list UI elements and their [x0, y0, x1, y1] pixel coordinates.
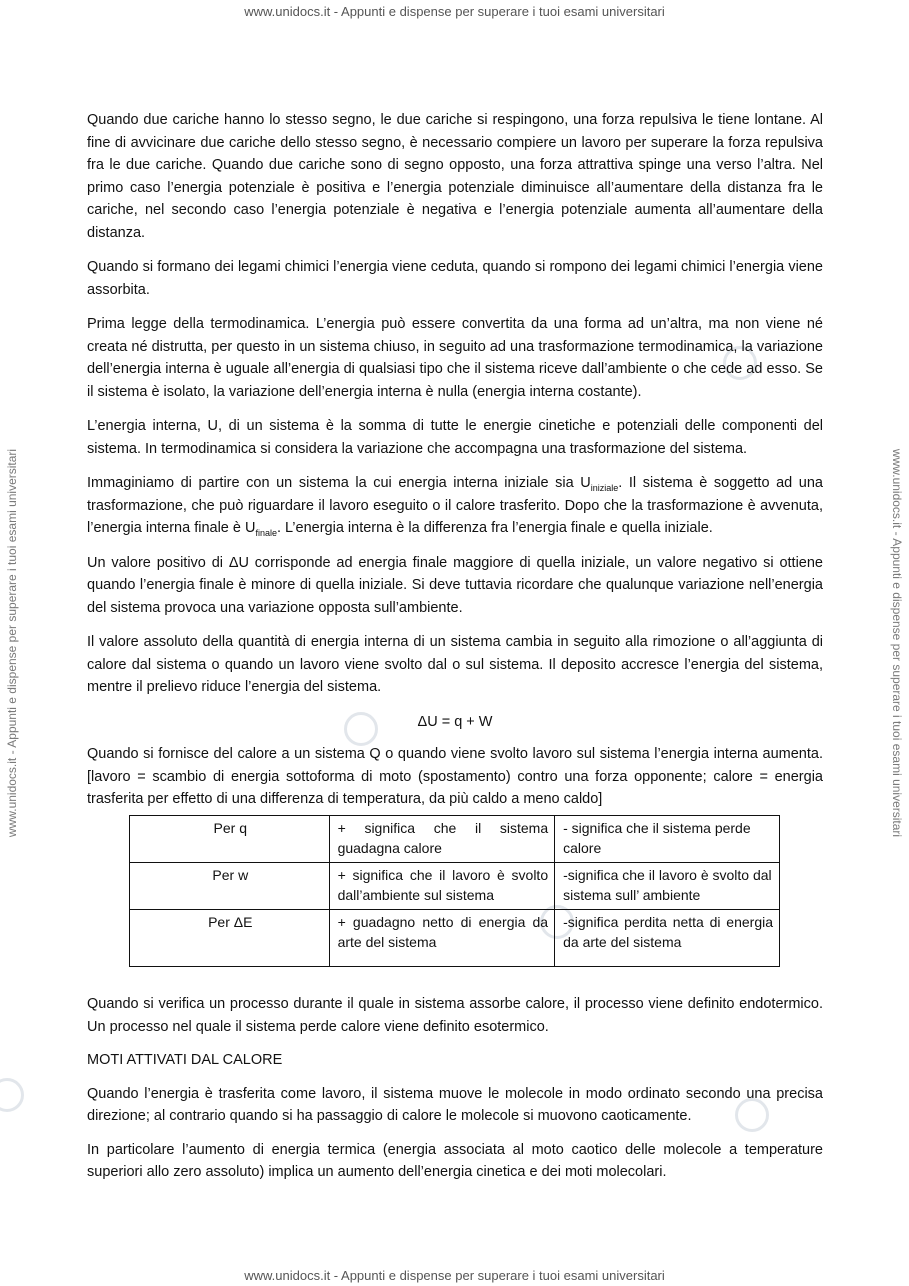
- paragraph: Quando si fornisce del calore a un sistema Q o quando viene svolto lavoro sul sistema l’energia interna aumenta. [lavoro = scambio di energia sottoforma di moto (spostamento) contro una forza opponente; calore = energia trasferita per effetto di una differenza di temperatura, da più caldo a meno caldo]: [87, 746, 823, 807]
- table-cell: -significa perdita netta di energia da arte del sistema: [555, 910, 780, 967]
- table-cell: Per q: [130, 816, 330, 863]
- watermark-logo-icon: [0, 1078, 24, 1112]
- watermark-side-left: www.unidocs.it - Appunti e dispense per superare i tuoi esami universitari: [5, 448, 19, 838]
- sign-convention-table: [129, 815, 780, 967]
- table-row: [130, 910, 780, 967]
- table-row: [130, 863, 780, 910]
- paragraph: Quando si verifica un processo durante il quale in sistema assorbe calore, il processo viene definito endotermico. Un processo nel quale il sistema perde calore viene definito esotermico.: [87, 996, 823, 1035]
- paragraph: In particolare l’aumento di energia termica (energia associata al moto caotico delle molecole a temperature superiori allo zero assoluto) implica un aumento dell’energia cinetica e dei moti molecolari.: [87, 1141, 823, 1180]
- table-cell: -significa che il lavoro è svolto dal sistema sull’ ambiente: [555, 863, 780, 910]
- paragraph: Il valore assoluto della quantità di energia interna di un sistema cambia in seguito alla rimozione o all’aggiunta di calore dal sistema o quando un lavoro viene svolto dal o sul sistema. Il deposito accresce l’energia del sistema, mentre il prelievo riduce l’energia del sistema.: [87, 634, 823, 695]
- watermark-header: www.unidocs.it - Appunti e dispense per superare i tuoi esami universitari: [244, 4, 665, 19]
- paragraph: Quando l’energia è trasferita come lavoro, il sistema muove le molecole in modo ordinato secondo una precisa direzione; al contrario quando si ha passaggio di calore le molecole si muovono caoticamente.: [87, 1085, 823, 1124]
- table-cell: + significa che il lavoro è svolto dall’ambiente sul sistema: [329, 863, 555, 910]
- table-cell: + guadagno netto di energia da arte del sistema: [329, 910, 555, 967]
- table-cell: Per w: [130, 863, 330, 910]
- document-body-end: [87, 993, 823, 1195]
- paragraph: Quando due cariche hanno lo stesso segno, le due cariche si respingono, una forza repulsiva le tiene lontane. Al fine di avvicinare due cariche dello stesso segno, è necessario compiere un lavoro per superare la forza repulsiva fra le due cariche. Quando due cariche sono di segno opposto, una forza attrattiva spinge una verso l’altra. Nel primo caso l’energia potenziale è positiva e l’energia potenziale diminuisce all’aumentare della distanza fra le cariche, nel secondo caso l’energia potenziale è negativa e l’energia potenziale aumenta all’aumentare della distanza.: [87, 112, 823, 241]
- watermark-side-right: www.unidocs.it - Appunti e dispense per superare i tuoi esami universitari: [890, 448, 904, 838]
- table-cell: - significa che il sistema perde calore: [555, 816, 780, 863]
- paragraph: Prima legge della termodinamica. L’energia può essere convertita da una forma ad un’altra, ma non viene né creata né distrutta, per questo in un sistema chiuso, in seguito ad una trasformazione termodinamica, la variazione dell’energia interna è uguale all’energia di qualsiasi tipo che il sistema riceve dall’ambiente o che cede ad esso. Se il sistema è isolato, la variazione dell’energia interna è nulla (energia interna costante).: [87, 316, 823, 400]
- document-body: [87, 109, 823, 823]
- watermark-footer: www.unidocs.it - Appunti e dispense per superare i tuoi esami universitari: [244, 1268, 665, 1283]
- paragraph-internal-energy: Immaginiamo di partire con un sistema la cui energia interna iniziale sia $U_{iniziale}$. Il sistema è soggetto ad una trasformazione, che può riguardare il lavoro eseguito o il calore trasferito. Dopo che la trasformazione è avvenuta, l’energia interna finale è $U_{finale}$. L’energia interna è la differenza fra l’energia finale e quella iniziale.: [87, 475, 823, 538]
- section-heading: MOTI ATTIVATI DAL CALORE: [87, 1052, 283, 1068]
- paragraph: L’energia interna, U, di un sistema è la somma di tutte le energie cinetiche e potenziali delle componenti del sistema. In termodinamica si considera la variazione che accompagna una trasformazione del sistema.: [87, 418, 823, 457]
- paragraph: Quando si formano dei legami chimici l’energia viene ceduta, quando si rompono dei legami chimici l’energia viene assorbita.: [87, 259, 823, 298]
- table-cell: Per ΔE: [130, 910, 330, 967]
- table-row: [130, 816, 780, 863]
- paragraph: Un valore positivo di ΔU corrisponde ad energia finale maggiore di quella iniziale, un valore negativo si ottiene quando l’energia finale è minore di quella iniziale. Si deve tuttavia ricordare che qualunque variazione nell’energia del sistema provoca una variazione opposta sull’ambiente.: [87, 554, 823, 616]
- equation: ΔU = q + W: [417, 713, 493, 730]
- table-cell: + significa che il sistema guadagna calore: [329, 816, 555, 863]
